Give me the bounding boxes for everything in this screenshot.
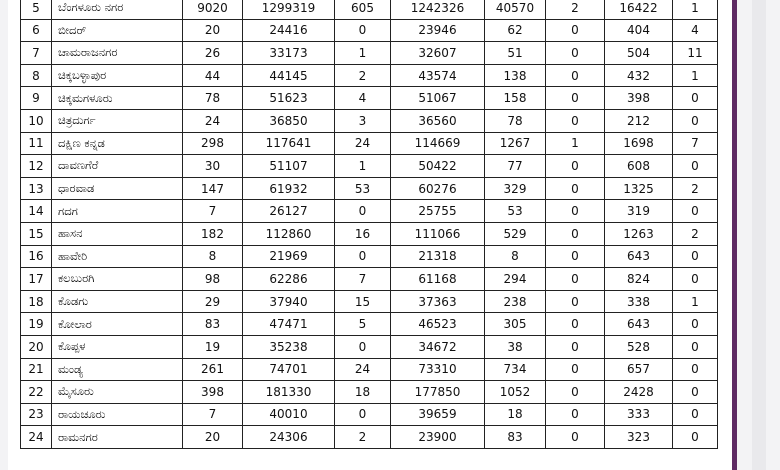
value-cell: 23900 — [391, 426, 485, 449]
value-cell: 8 — [485, 245, 546, 268]
value-cell: 0 — [335, 200, 391, 223]
table-row — [21, 358, 718, 381]
value-cell: 298 — [183, 132, 243, 155]
value-cell: 73310 — [391, 358, 485, 381]
value-cell: 1698 — [605, 132, 673, 155]
serial-number-cell: 19 — [21, 313, 52, 336]
value-cell: 24 — [335, 358, 391, 381]
value-cell: 333 — [605, 403, 673, 426]
district-name-cell: ಕೊಪ್ಪಳ — [52, 335, 183, 358]
value-cell: 0 — [335, 335, 391, 358]
value-cell: 61932 — [243, 177, 335, 200]
value-cell: 0 — [546, 177, 605, 200]
value-cell: 4 — [673, 19, 718, 42]
value-cell: 36560 — [391, 109, 485, 132]
district-name-cell: ಹಾಸನ — [52, 222, 183, 245]
value-cell: 25755 — [391, 200, 485, 223]
district-name-cell: ಗದಗ — [52, 200, 183, 223]
serial-number-cell: 9 — [21, 87, 52, 110]
value-cell: 23946 — [391, 19, 485, 42]
value-cell: 98 — [183, 268, 243, 291]
serial-number-cell: 8 — [21, 64, 52, 87]
value-cell: 24 — [335, 132, 391, 155]
value-cell: 62 — [485, 19, 546, 42]
table-row — [21, 19, 718, 42]
value-cell: 0 — [335, 245, 391, 268]
value-cell: 51 — [485, 42, 546, 65]
value-cell: 2 — [335, 426, 391, 449]
value-cell: 83 — [183, 313, 243, 336]
district-data-table — [20, 0, 718, 449]
value-cell: 30 — [183, 155, 243, 178]
value-cell: 1 — [673, 64, 718, 87]
value-cell: 0 — [673, 109, 718, 132]
district-name-cell: ಚಿತ್ರದುರ್ಗ — [52, 109, 183, 132]
value-cell: 0 — [546, 19, 605, 42]
value-cell: 0 — [335, 19, 391, 42]
value-cell: 26127 — [243, 200, 335, 223]
value-cell: 0 — [546, 222, 605, 245]
value-cell: 40010 — [243, 403, 335, 426]
value-cell: 305 — [485, 313, 546, 336]
value-cell: 114669 — [391, 132, 485, 155]
value-cell: 51067 — [391, 87, 485, 110]
district-name-cell: ರಾಮನಗರ — [52, 426, 183, 449]
value-cell: 83 — [485, 426, 546, 449]
serial-number-cell: 10 — [21, 109, 52, 132]
value-cell: 37940 — [243, 290, 335, 313]
value-cell: 504 — [605, 42, 673, 65]
value-cell: 0 — [546, 403, 605, 426]
value-cell: 44145 — [243, 64, 335, 87]
value-cell: 53 — [485, 200, 546, 223]
serial-number-cell: 22 — [21, 381, 52, 404]
district-name-cell: ಮೈಸೂರು — [52, 381, 183, 404]
district-name-cell: ಬೆಂಗಳೂರು ನಗರ — [52, 0, 183, 19]
table-row — [21, 132, 718, 155]
value-cell: 0 — [673, 200, 718, 223]
serial-number-cell: 20 — [21, 335, 52, 358]
value-cell: 51623 — [243, 87, 335, 110]
value-cell: 37363 — [391, 290, 485, 313]
value-cell: 34672 — [391, 335, 485, 358]
value-cell: 33173 — [243, 42, 335, 65]
value-cell: 36850 — [243, 109, 335, 132]
value-cell: 39659 — [391, 403, 485, 426]
value-cell: 181330 — [243, 381, 335, 404]
table-row — [21, 0, 718, 19]
district-name-cell: ಕಲಬುರಗಿ — [52, 268, 183, 291]
value-cell: 50422 — [391, 155, 485, 178]
value-cell: 15 — [335, 290, 391, 313]
table-row — [21, 313, 718, 336]
value-cell: 21318 — [391, 245, 485, 268]
serial-number-cell: 18 — [21, 290, 52, 313]
value-cell: 7 — [673, 132, 718, 155]
value-cell: 26 — [183, 42, 243, 65]
value-cell: 1 — [335, 42, 391, 65]
value-cell: 0 — [546, 358, 605, 381]
value-cell: 29 — [183, 290, 243, 313]
table-row — [21, 64, 718, 87]
value-cell: 158 — [485, 87, 546, 110]
value-cell: 605 — [335, 0, 391, 19]
table-row — [21, 222, 718, 245]
value-cell: 2 — [546, 0, 605, 19]
value-cell: 18 — [335, 381, 391, 404]
district-name-cell: ಚಾಮರಾಜನಗರ — [52, 42, 183, 65]
table-row — [21, 200, 718, 223]
value-cell: 323 — [605, 426, 673, 449]
value-cell: 24 — [183, 109, 243, 132]
district-name-cell: ಬೀದರ್ — [52, 19, 183, 42]
value-cell: 0 — [546, 200, 605, 223]
value-cell: 824 — [605, 268, 673, 291]
value-cell: 1242326 — [391, 0, 485, 19]
serial-number-cell: 11 — [21, 132, 52, 155]
value-cell: 1 — [673, 0, 718, 19]
value-cell: 404 — [605, 19, 673, 42]
value-cell: 0 — [546, 87, 605, 110]
value-cell: 24416 — [243, 19, 335, 42]
table-row — [21, 155, 718, 178]
value-cell: 0 — [673, 268, 718, 291]
value-cell: 7 — [335, 268, 391, 291]
value-cell: 1325 — [605, 177, 673, 200]
district-name-cell: ಧಾರವಾಡ — [52, 177, 183, 200]
value-cell: 398 — [605, 87, 673, 110]
value-cell: 182 — [183, 222, 243, 245]
value-cell: 0 — [546, 268, 605, 291]
district-name-cell: ಚಿಕ್ಕಬಳ್ಳಾಪುರ — [52, 64, 183, 87]
value-cell: 643 — [605, 313, 673, 336]
value-cell: 1052 — [485, 381, 546, 404]
value-cell: 16 — [335, 222, 391, 245]
value-cell: 0 — [673, 313, 718, 336]
table-row — [21, 87, 718, 110]
value-cell: 3 — [335, 109, 391, 132]
serial-number-cell: 17 — [21, 268, 52, 291]
value-cell: 61168 — [391, 268, 485, 291]
value-cell: 0 — [673, 155, 718, 178]
value-cell: 0 — [546, 290, 605, 313]
value-cell: 43574 — [391, 64, 485, 87]
value-cell: 734 — [485, 358, 546, 381]
value-cell: 0 — [673, 358, 718, 381]
table-row — [21, 268, 718, 291]
serial-number-cell: 12 — [21, 155, 52, 178]
serial-number-cell: 15 — [21, 222, 52, 245]
district-name-cell: ರಾಯಚೂರು — [52, 403, 183, 426]
value-cell: 138 — [485, 64, 546, 87]
district-name-cell: ಹಾವೇರಿ — [52, 245, 183, 268]
value-cell: 35238 — [243, 335, 335, 358]
left-gutter — [0, 0, 8, 470]
value-cell: 111066 — [391, 222, 485, 245]
value-cell: 0 — [335, 403, 391, 426]
value-cell: 319 — [605, 200, 673, 223]
value-cell: 0 — [673, 381, 718, 404]
table-row — [21, 109, 718, 132]
serial-number-cell: 21 — [21, 358, 52, 381]
value-cell: 112860 — [243, 222, 335, 245]
value-cell: 4 — [335, 87, 391, 110]
value-cell: 74701 — [243, 358, 335, 381]
value-cell: 0 — [673, 426, 718, 449]
value-cell: 0 — [673, 335, 718, 358]
value-cell: 8 — [183, 245, 243, 268]
table-row — [21, 426, 718, 449]
serial-number-cell: 14 — [21, 200, 52, 223]
value-cell: 77 — [485, 155, 546, 178]
value-cell: 1 — [335, 155, 391, 178]
value-cell: 117641 — [243, 132, 335, 155]
table-row — [21, 403, 718, 426]
value-cell: 7 — [183, 403, 243, 426]
value-cell: 20 — [183, 426, 243, 449]
value-cell: 44 — [183, 64, 243, 87]
value-cell: 21969 — [243, 245, 335, 268]
value-cell: 0 — [546, 109, 605, 132]
value-cell: 19 — [183, 335, 243, 358]
value-cell: 51107 — [243, 155, 335, 178]
value-cell: 18 — [485, 403, 546, 426]
value-cell: 0 — [546, 381, 605, 404]
serial-number-cell: 24 — [21, 426, 52, 449]
table-row — [21, 42, 718, 65]
value-cell: 62286 — [243, 268, 335, 291]
value-cell: 1 — [546, 132, 605, 155]
value-cell: 2 — [335, 64, 391, 87]
district-name-cell: ಚಿಕ್ಕಮಗಳೂರು — [52, 87, 183, 110]
table-row — [21, 335, 718, 358]
value-cell: 78 — [485, 109, 546, 132]
serial-number-cell: 13 — [21, 177, 52, 200]
serial-number-cell: 6 — [21, 19, 52, 42]
value-cell: 7 — [183, 200, 243, 223]
value-cell: 53 — [335, 177, 391, 200]
value-cell: 47471 — [243, 313, 335, 336]
table-row — [21, 381, 718, 404]
value-cell: 0 — [673, 87, 718, 110]
value-cell: 1263 — [605, 222, 673, 245]
value-cell: 529 — [485, 222, 546, 245]
value-cell: 432 — [605, 64, 673, 87]
value-cell: 0 — [546, 155, 605, 178]
value-cell: 608 — [605, 155, 673, 178]
value-cell: 24306 — [243, 426, 335, 449]
value-cell: 1267 — [485, 132, 546, 155]
table-row — [21, 245, 718, 268]
value-cell: 0 — [673, 245, 718, 268]
value-cell: 2428 — [605, 381, 673, 404]
value-cell: 46523 — [391, 313, 485, 336]
value-cell: 294 — [485, 268, 546, 291]
value-cell: 16422 — [605, 0, 673, 19]
value-cell: 657 — [605, 358, 673, 381]
district-name-cell: ಮಂಡ್ಯ — [52, 358, 183, 381]
value-cell: 78 — [183, 87, 243, 110]
district-name-cell: ದಕ್ಷಿಣ ಕನ್ನಡ — [52, 132, 183, 155]
value-cell: 0 — [546, 335, 605, 358]
table-body — [21, 0, 718, 448]
value-cell: 40570 — [485, 0, 546, 19]
district-name-cell: ಕೊಡಗು — [52, 290, 183, 313]
value-cell: 0 — [546, 426, 605, 449]
value-cell: 38 — [485, 335, 546, 358]
value-cell: 238 — [485, 290, 546, 313]
value-cell: 0 — [546, 64, 605, 87]
serial-number-cell: 5 — [21, 0, 52, 19]
table-row — [21, 177, 718, 200]
value-cell: 177850 — [391, 381, 485, 404]
value-cell: 2 — [673, 177, 718, 200]
value-cell: 0 — [546, 42, 605, 65]
value-cell: 11 — [673, 42, 718, 65]
value-cell: 261 — [183, 358, 243, 381]
vertical-scrollbar[interactable] — [752, 0, 766, 470]
serial-number-cell: 7 — [21, 42, 52, 65]
district-name-cell: ಕೋಲಾರ — [52, 313, 183, 336]
value-cell: 60276 — [391, 177, 485, 200]
value-cell: 5 — [335, 313, 391, 336]
value-cell: 0 — [546, 245, 605, 268]
value-cell: 1 — [673, 290, 718, 313]
serial-number-cell: 23 — [21, 403, 52, 426]
value-cell: 329 — [485, 177, 546, 200]
value-cell: 528 — [605, 335, 673, 358]
value-cell: 147 — [183, 177, 243, 200]
value-cell: 1299319 — [243, 0, 335, 19]
value-cell: 643 — [605, 245, 673, 268]
value-cell: 338 — [605, 290, 673, 313]
value-cell: 32607 — [391, 42, 485, 65]
value-cell: 2 — [673, 222, 718, 245]
value-cell: 20 — [183, 19, 243, 42]
value-cell: 0 — [673, 403, 718, 426]
district-name-cell: ದಾವಣಗೆರೆ — [52, 155, 183, 178]
table-row — [21, 290, 718, 313]
value-cell: 398 — [183, 381, 243, 404]
value-cell: 9020 — [183, 0, 243, 19]
serial-number-cell: 16 — [21, 245, 52, 268]
value-cell: 0 — [546, 313, 605, 336]
value-cell: 212 — [605, 109, 673, 132]
